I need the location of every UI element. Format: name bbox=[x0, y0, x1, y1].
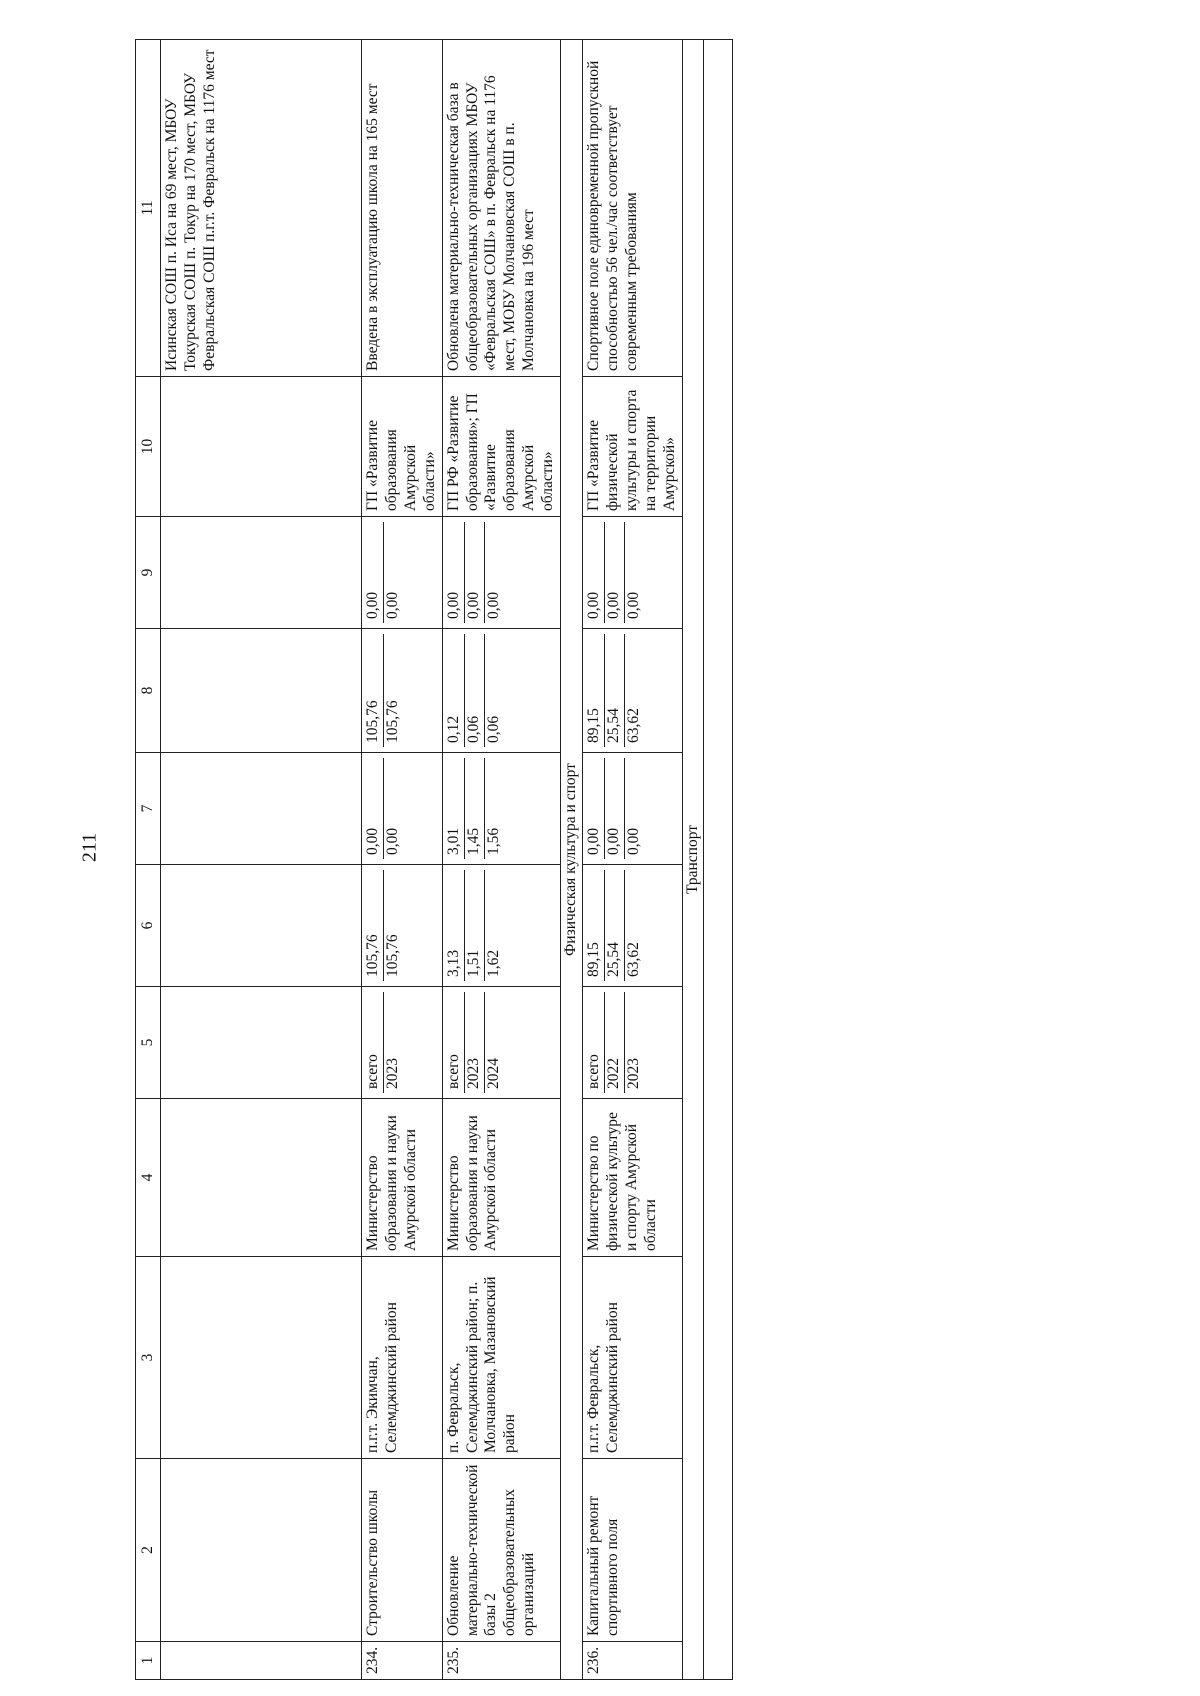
table-row-235 bbox=[442, 40, 560, 1680]
value-cell: 0,00 bbox=[624, 591, 642, 619]
header-row bbox=[136, 40, 161, 1680]
value-cell: 63,62 bbox=[624, 708, 642, 743]
table-row-empty bbox=[704, 40, 733, 1680]
value-cell: 89,15 bbox=[585, 634, 605, 747]
table-rotator bbox=[135, 40, 1097, 1680]
value-cell: 0,06 bbox=[464, 634, 484, 747]
value-cell: 3,01 bbox=[445, 758, 465, 859]
value-cell: 105,76 bbox=[364, 870, 384, 981]
project-name: Строительство школы bbox=[362, 1459, 443, 1642]
table-row-236 bbox=[582, 40, 682, 1680]
value-cell: 0,00 bbox=[464, 522, 484, 623]
year-cell: всего bbox=[445, 992, 465, 1093]
value-cell: 105,76 bbox=[384, 700, 401, 743]
program: ГП «Развитие физической культуры и спорта на территории Амурской» bbox=[582, 377, 682, 517]
result-cell: Спортивное поле единовременной пропускной способностью 56 чел./час соответствует современным требованиям bbox=[582, 40, 682, 377]
year-cell: 2023 bbox=[464, 992, 484, 1093]
year-cell: 2024 bbox=[484, 1058, 502, 1089]
value-cell: 0,12 bbox=[445, 634, 465, 747]
header-cell: 2 bbox=[136, 1459, 161, 1642]
value-cell: 0,00 bbox=[364, 758, 384, 859]
result-cell: Исинская СОШ п. Иса на 69 мест, МБОУ Токурская СОШ п. Токур на 170 мест, МБОУ Февральская СОШ п.г.т. Февральск на 1176 мест bbox=[161, 40, 362, 377]
header-cell: 6 bbox=[136, 865, 161, 987]
section-title: Транспорт bbox=[682, 40, 704, 1680]
value-cell: 0,00 bbox=[604, 758, 624, 859]
value-cell: 0,00 bbox=[624, 827, 642, 855]
location: п. Февральск, Селемджинский район; п. Молчановка, Мазановский район bbox=[442, 1257, 560, 1459]
header-cell: 11 bbox=[136, 40, 161, 377]
responsible-org: Министерство образования и науки Амурской области bbox=[442, 1099, 560, 1257]
value-cell: 105,76 bbox=[384, 934, 401, 977]
result-cell: Введена в эксплуатацию школа на 165 мест bbox=[362, 40, 443, 377]
header-cell: 4 bbox=[136, 1099, 161, 1257]
value-cell: 89,15 bbox=[585, 870, 605, 981]
value-cell: 105,76 bbox=[364, 634, 384, 747]
header-cell: 10 bbox=[136, 377, 161, 517]
value-cell: 25,54 bbox=[604, 634, 624, 747]
value-cell: 0,00 bbox=[604, 522, 624, 623]
year-cell: 2023 bbox=[384, 1058, 401, 1089]
value-cell: 0,00 bbox=[364, 522, 384, 623]
section-row bbox=[561, 40, 583, 1680]
section-title: Физическая культура и спорт bbox=[561, 40, 583, 1680]
header-cell: 9 bbox=[136, 517, 161, 629]
value-cell: 0,00 bbox=[484, 591, 502, 619]
value-cell: 1,51 bbox=[464, 870, 484, 981]
row-number: 234. bbox=[362, 1642, 443, 1680]
location: п.г.т. Экимчан, Селемджинский район bbox=[362, 1257, 443, 1459]
year-cell: всего bbox=[364, 992, 384, 1093]
value-cell: 3,13 bbox=[445, 870, 465, 981]
value-cell: 1,56 bbox=[484, 827, 502, 855]
value-cell: 1,62 bbox=[484, 949, 502, 977]
value-cell: 0,06 bbox=[484, 715, 502, 743]
row-number: 235. bbox=[442, 1642, 560, 1680]
result-cell: Обновлена материально-техническая база в общеобразовательных организациях МБОУ «Февральская СОШ» в п. Февральск на 1176 мест, МОБУ Молчановская СОШ в п. Молчановка на 196 мест bbox=[442, 40, 560, 377]
project-name: Капитальный ремонт спортивного поля bbox=[582, 1459, 682, 1642]
value-cell: 1,45 bbox=[464, 758, 484, 859]
header-cell: 3 bbox=[136, 1257, 161, 1459]
header-cell: 7 bbox=[136, 753, 161, 865]
row-number: 236. bbox=[582, 1642, 682, 1680]
year-cell: 2022 bbox=[604, 992, 624, 1093]
project-name: Обновление материально-технической базы 2 общеобразовательных организаций bbox=[442, 1459, 560, 1642]
responsible-org: Министерство по физической культуре и спорту Амурской области bbox=[582, 1099, 682, 1257]
year-cell: 2023 bbox=[624, 1058, 642, 1089]
rotated-table-sheet bbox=[135, 40, 1097, 1680]
value-cell: 0,00 bbox=[384, 591, 401, 619]
program: ГП РФ «Развитие образования»; ГП «Развитие образования Амурской области» bbox=[442, 377, 560, 517]
value-cell: 25,54 bbox=[604, 870, 624, 981]
value-cell: 63,62 bbox=[624, 942, 642, 977]
value-cell: 0,00 bbox=[585, 522, 605, 623]
header-cell: 5 bbox=[136, 987, 161, 1099]
data-table bbox=[135, 39, 733, 1680]
value-cell: 0,00 bbox=[384, 827, 401, 855]
header-cell: 1 bbox=[136, 1642, 161, 1680]
section-row bbox=[682, 40, 704, 1680]
table-row-continued bbox=[161, 40, 362, 1680]
responsible-org: Министерство образования и науки Амурской области bbox=[362, 1099, 443, 1257]
value-cell: 0,00 bbox=[585, 758, 605, 859]
program: ГП «Развитие образования Амурской области» bbox=[362, 377, 443, 517]
header-cell: 8 bbox=[136, 629, 161, 753]
table-row-234 bbox=[362, 40, 443, 1680]
page-number: 211 bbox=[78, 832, 101, 863]
value-cell: 0,00 bbox=[445, 522, 465, 623]
year-cell: всего bbox=[585, 992, 605, 1093]
location: п.г.т. Февральск, Селемджинский район bbox=[582, 1257, 682, 1459]
